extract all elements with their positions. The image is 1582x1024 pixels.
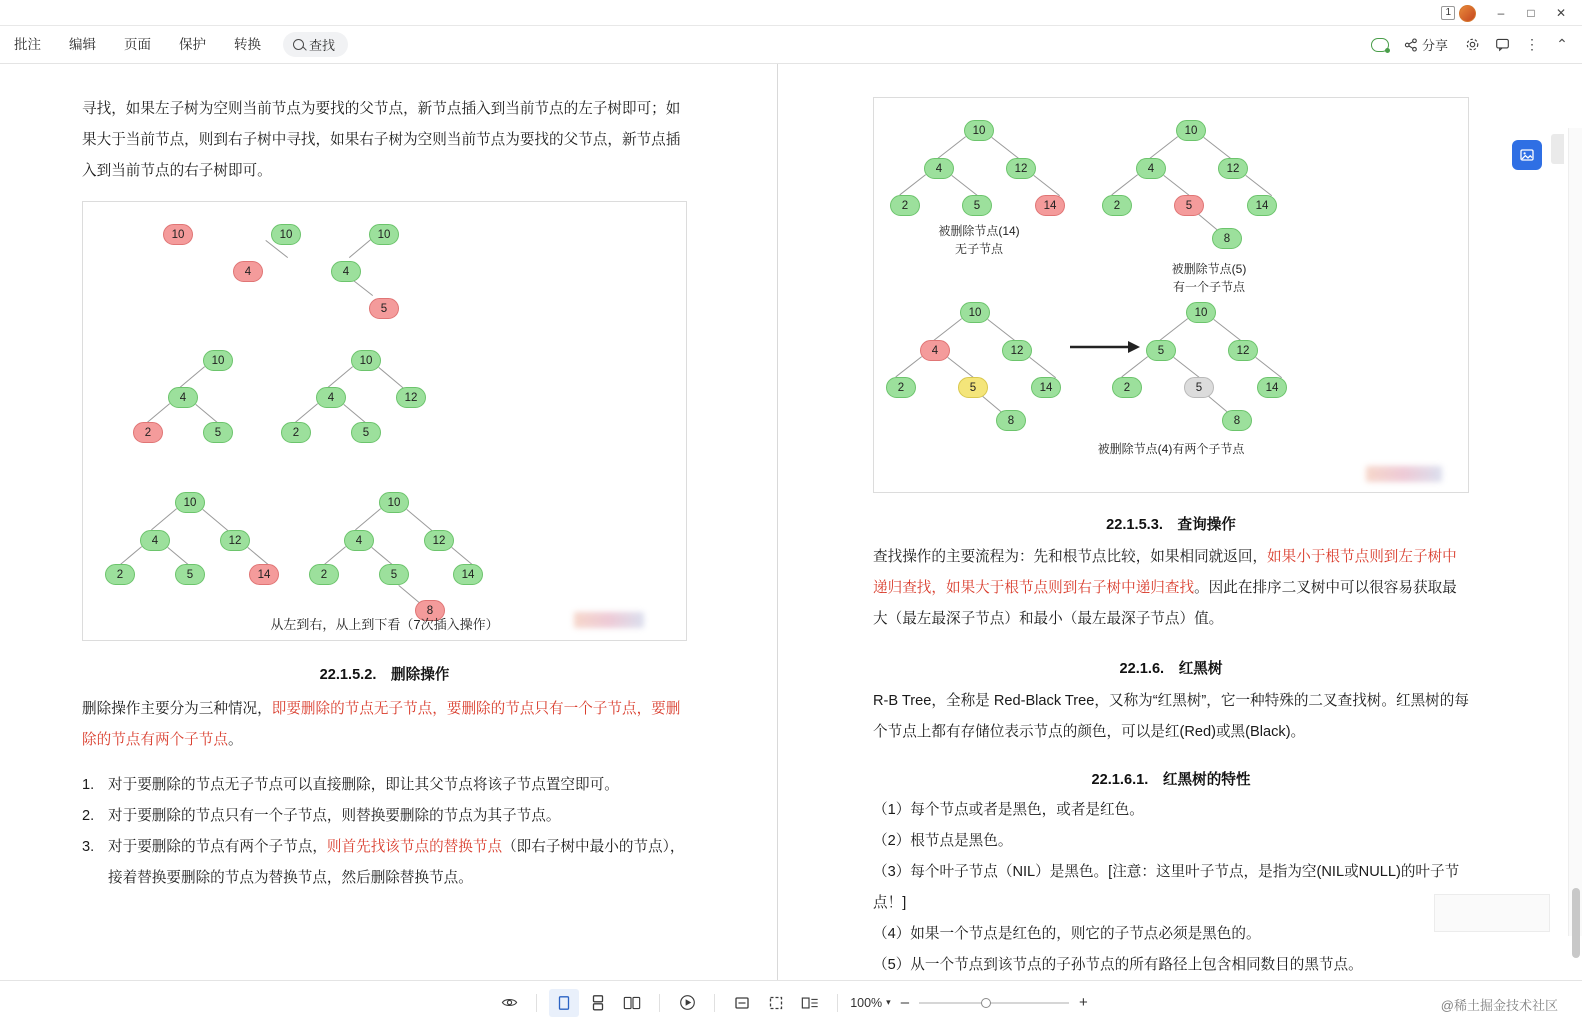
- figure-label: 无子节点: [954, 242, 1003, 256]
- tree-node: 5: [369, 298, 399, 319]
- close-button[interactable]: ✕: [1555, 6, 1567, 20]
- para-text-highlight: 即要删除的节点无子节点，要删除的节点只有一个子节点，要删除的节点有两个子节点: [82, 701, 681, 748]
- document-viewport: [0, 64, 1582, 980]
- search-button[interactable]: [283, 32, 348, 57]
- property-item: （1）每个节点或者是黑色，或者是红色。: [873, 802, 1144, 818]
- paragraph-delete-intro: [82, 694, 687, 756]
- image-tool-icon[interactable]: [1512, 140, 1542, 170]
- watermark-text: @稀土掘金技术社区: [1440, 998, 1558, 1013]
- share-icon: [1404, 38, 1418, 52]
- tree-node: 5: [379, 564, 409, 585]
- tree-node: 14: [1035, 195, 1065, 216]
- search-icon: [293, 39, 304, 50]
- minimize-button[interactable]: –: [1497, 6, 1505, 20]
- tree-node: 10: [163, 224, 193, 245]
- continuous-page-icon[interactable]: [583, 989, 613, 1017]
- tree-node: 10: [203, 350, 233, 371]
- page-right: [778, 64, 1564, 980]
- list-number: 1.: [82, 777, 95, 793]
- divider: [536, 994, 537, 1012]
- tree-node: 14: [1031, 377, 1061, 398]
- tree-node: 2: [890, 195, 920, 216]
- eye-icon[interactable]: [494, 989, 524, 1017]
- figure-label: 被删除节点(14): [938, 224, 1020, 238]
- property-item: （5）从一个节点到该节点的子孙节点的所有路径上包含相同数目的黑节点。: [873, 957, 1363, 973]
- panel-collapse-handle[interactable]: [1551, 134, 1564, 164]
- divider: [837, 994, 838, 1012]
- tab-protect[interactable]: 保护: [179, 36, 206, 52]
- list-number: 3.: [82, 839, 95, 855]
- new-tab-icon[interactable]: [0, 0, 34, 26]
- title-bar: [0, 0, 1582, 26]
- tree-node: 5: [1146, 340, 1176, 361]
- tree-node: 4: [168, 387, 198, 408]
- zoom-out-button[interactable]: –: [900, 994, 910, 1011]
- tree-node: 10: [271, 224, 301, 245]
- list-text-highlight: 则首先找该节点的替换节点: [326, 839, 503, 855]
- tree-node: 2: [133, 422, 163, 443]
- blurred-watermark: [574, 612, 644, 628]
- share-button[interactable]: [1396, 31, 1456, 59]
- tree-node: 8: [1222, 410, 1252, 431]
- page-left: [0, 64, 777, 980]
- tree-node: 4: [1136, 158, 1166, 179]
- tree-node: 4: [920, 340, 950, 361]
- comment-icon[interactable]: [1488, 31, 1516, 59]
- tree-node: 12: [220, 530, 250, 551]
- tree-node: 10: [369, 224, 399, 245]
- maximize-button[interactable]: □: [1527, 6, 1535, 20]
- list-text: 对于要删除的节点无子节点可以直接删除，即让其父节点将该子节点置空即可。: [108, 777, 619, 793]
- tree-node: 2: [1112, 377, 1142, 398]
- query-text-end: 。因此在排序二叉树中可以很容易获取最大（最左最深子节点）和最小（最左最深子节点）值。: [873, 580, 1457, 627]
- tree-node: 2: [105, 564, 135, 585]
- tree-node: 2: [309, 564, 339, 585]
- tree-node: 4: [233, 261, 263, 282]
- settings-icon[interactable]: [1458, 31, 1486, 59]
- more-icon[interactable]: ⋮: [1525, 36, 1539, 52]
- fit-width-icon[interactable]: [727, 989, 757, 1017]
- query-text-highlight: 如果小于根节点则到左子树中递归查找，如果大于根节点则到右子树中递归查找: [873, 549, 1457, 596]
- tree-node: 2: [1102, 195, 1132, 216]
- collapse-icon[interactable]: ⌃: [1556, 36, 1568, 52]
- floating-panel: [1434, 894, 1550, 932]
- tree-node: 12: [1002, 340, 1032, 361]
- zoom-slider-knob[interactable]: [981, 998, 991, 1008]
- tree-node: 4: [331, 261, 361, 282]
- divider: [714, 994, 715, 1012]
- tree-node: 10: [351, 350, 381, 371]
- tab-annotate[interactable]: 批注: [14, 36, 41, 52]
- list-text-after: （即右子树中最小的节点），接着替换要删除的节点为替换节点，然后删除替换节点。: [108, 839, 685, 886]
- query-text-plain: 查找操作的主要流程为：先和根节点比较，如果相同就返回，: [873, 549, 1268, 565]
- heading-rbtree-properties: 22.1.6.1. 红黑树的特性: [1091, 772, 1251, 788]
- arrow-icon: [1070, 340, 1140, 354]
- tree-node: 5: [1174, 195, 1204, 216]
- tree-node: 10: [1186, 302, 1216, 323]
- reflow-icon[interactable]: [795, 989, 825, 1017]
- avatar[interactable]: [1459, 5, 1476, 22]
- tree-node: 5: [203, 422, 233, 443]
- cloud-sync-icon[interactable]: [1366, 31, 1394, 59]
- tree-node: 10: [175, 492, 205, 513]
- tree-node: 14: [249, 564, 279, 585]
- share-label: 分享: [1421, 38, 1448, 53]
- para-text-plain: 删除操作主要分为三种情况，: [82, 701, 272, 717]
- paragraph-query: [873, 542, 1469, 635]
- tree-node: 2: [281, 422, 311, 443]
- tree-node: 14: [1247, 195, 1277, 216]
- play-icon[interactable]: [672, 989, 702, 1017]
- tree-node: 5: [962, 195, 992, 216]
- tab-edit[interactable]: 编辑: [69, 36, 96, 52]
- tree-node: 14: [453, 564, 483, 585]
- tree-node: 12: [1218, 158, 1248, 179]
- toolbar: [0, 26, 1582, 64]
- figure-delete-operations: [873, 97, 1469, 493]
- tree-node: 4: [344, 530, 374, 551]
- list-text: [108, 832, 687, 894]
- figure-label: 被删除节点(4)有两个子节点: [1097, 442, 1245, 456]
- list-text-before: 对于要删除的节点有两个子节点，: [108, 839, 327, 855]
- tree-node: 5: [175, 564, 205, 585]
- para-text-plain-end: 。: [227, 732, 243, 748]
- tab-page[interactable]: 页面: [124, 36, 151, 52]
- crop-icon[interactable]: [761, 989, 791, 1017]
- vertical-scrollbar[interactable]: [1568, 128, 1582, 936]
- tree-node: 5: [958, 377, 988, 398]
- tree-node: 12: [396, 387, 426, 408]
- single-page-icon[interactable]: [549, 989, 579, 1017]
- list-text: 对于要删除的节点只有一个子节点，则替换要删除的节点为其子节点。: [108, 808, 561, 824]
- paragraph-intro: 寻找，如果左子树为空则当前节点为要找的父节点，新节点插入到当前节点的左子树即可；如果大于当前节点，则到右子树中寻找，如果右子树为空则当前节点为要找的父节点，新节点插入到当前节点的右子树即可。: [82, 101, 681, 179]
- tree-node: 8: [996, 410, 1026, 431]
- blurred-watermark: [1366, 466, 1442, 482]
- zoom-in-button[interactable]: +: [1079, 994, 1088, 1011]
- zoom-level-label: 100%: [850, 995, 883, 1010]
- property-item: （2）根节点是黑色。: [873, 833, 1013, 849]
- tree-node: 10: [379, 492, 409, 513]
- tree-node: 14: [1257, 377, 1287, 398]
- property-item: （4）如果一个节点是红色的，则它的子节点必须是黑色的。: [873, 926, 1261, 942]
- list-item: [82, 770, 687, 801]
- heading-delete-operation: 22.1.5.2. 删除操作: [319, 667, 450, 683]
- tree-node: 12: [1006, 158, 1036, 179]
- list-number: 2.: [82, 808, 95, 824]
- tree-node: 5: [1184, 377, 1214, 398]
- tree-node: 12: [1228, 340, 1258, 361]
- paragraph-rbtree: R-B Tree，全称是 Red-Black Tree，又称为“红黑树”，它一种特殊的二叉查找树。红黑树的每个节点上都有存储位表示节点的颜色，可以是红(Red)或黑(Black)。: [873, 693, 1469, 740]
- tree-node: 8: [1212, 228, 1242, 249]
- status-bar: [0, 980, 1582, 1024]
- chevron-down-icon[interactable]: ▾: [886, 997, 891, 1007]
- tree-node: 4: [924, 158, 954, 179]
- figure-label: 被删除节点(5): [1171, 262, 1247, 276]
- divider: [659, 994, 660, 1012]
- tree-node: 4: [316, 387, 346, 408]
- tree-node: 5: [351, 422, 381, 443]
- heading-query-operation: 22.1.5.3. 查询操作: [1106, 517, 1236, 533]
- tree-node: 8: [415, 600, 445, 621]
- tree-node: 4: [140, 530, 170, 551]
- figure-label: 有一个子节点: [1172, 280, 1245, 294]
- figure-insert-operations: [82, 201, 687, 641]
- tab-count-badge: 1: [1441, 6, 1455, 20]
- zoom-control[interactable]: [850, 994, 1088, 1011]
- zoom-slider[interactable]: [919, 1002, 1069, 1004]
- tree-node: 10: [1176, 120, 1206, 141]
- facing-page-icon[interactable]: [617, 989, 647, 1017]
- list-item: [82, 801, 687, 832]
- scrollbar-thumb[interactable]: [1572, 888, 1580, 958]
- tree-node: 10: [960, 302, 990, 323]
- heading-rbtree: 22.1.6. 红黑树: [1119, 661, 1223, 677]
- list-item: [82, 832, 687, 894]
- property-item: （3）每个叶子节点（NIL）是黑色。[注意：这里叶子节点，是指为空(NIL或NULL)的叶子节点！]: [873, 864, 1460, 911]
- tree-node: 12: [424, 530, 454, 551]
- figure-caption: 从左到右，从上到下看（7次插入操作）: [270, 617, 499, 632]
- tree-node: 2: [886, 377, 916, 398]
- tab-convert[interactable]: 转换: [234, 36, 261, 52]
- tree-node: 10: [964, 120, 994, 141]
- search-label: 查找: [309, 38, 336, 53]
